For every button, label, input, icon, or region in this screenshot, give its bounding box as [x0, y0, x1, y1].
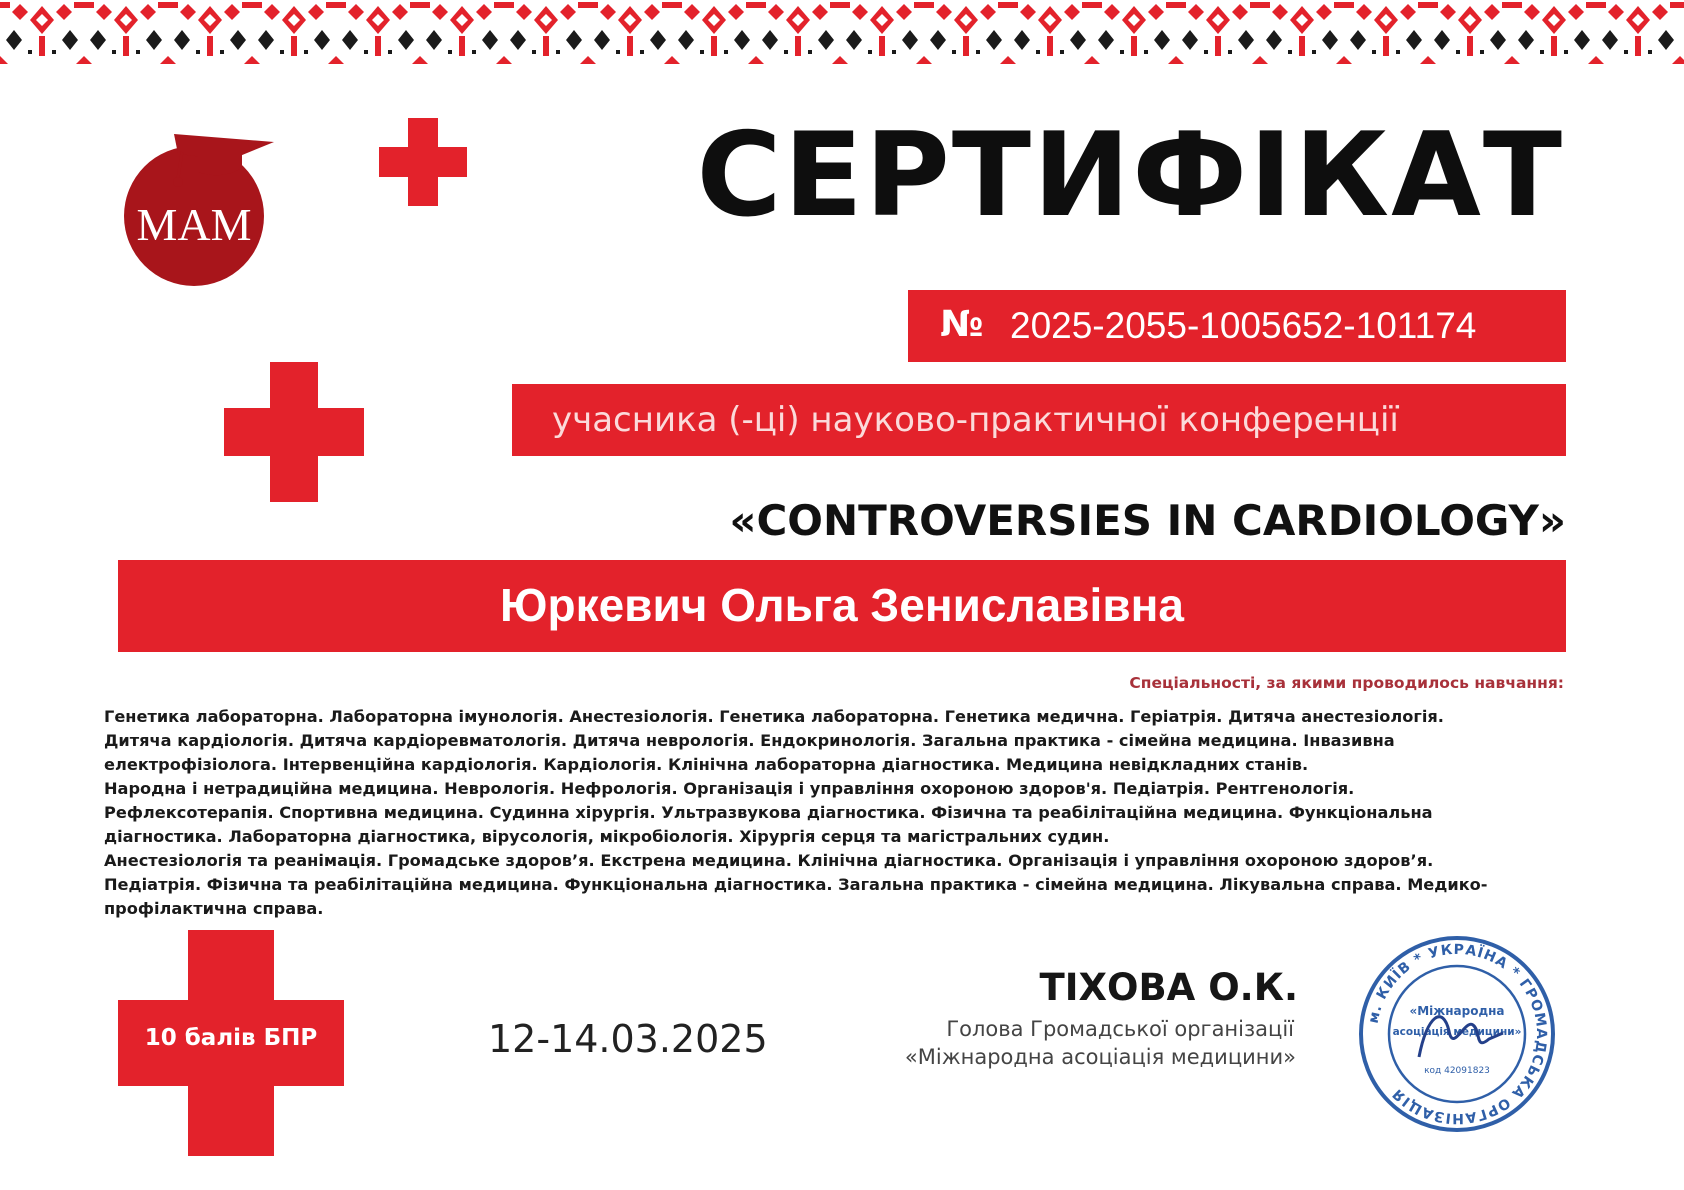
specialties-line: Рефлексотерапія. Спортивна медицина. Судинна хірургія. Ультразвукова діагностика. Фізична та реабілітаційна медицина. Функціональна [104, 803, 1433, 822]
conference-date: 12-14.03.2025 [488, 1017, 768, 1061]
ornament-border [0, 0, 1684, 64]
specialties-line: Анестезіологія та реанімація. Громадське здоров’я. Екстрена медицина. Клінічна діагностика. Організація і управління охороною здоров’я. [104, 851, 1434, 870]
specialties-line: Педіатрія. Фізична та реабілітаційна медицина. Функціональна діагностика. Загальна практика - сімейна медицина. Лікувальна справа. Медико- [104, 875, 1488, 894]
signer-role: Голова Громадської організації [946, 1017, 1294, 1041]
subtitle-bar [512, 384, 1566, 456]
specialties-line: діагностика. Лабораторна діагностика, вірусологія, мікробіологія. Хірургія серця та магістральних судин. [104, 827, 1110, 846]
specialties-line: електрофізіолога. Інтервенційна кардіологія. Кардіологія. Клінічна лабораторна діагностика. Медицина невідкладних станів. [104, 755, 1309, 774]
specialties-line: Генетика лабораторна. Лабораторна імунологія. Анестезіологія. Генетика лабораторна. Генетика медична. Геріатрія. Дитяча анестезіологія. [104, 707, 1444, 726]
number-symbol: № [940, 304, 984, 345]
certificate-number-bar [908, 290, 1566, 362]
conference-name: «CONTROVERSIES IN CARDIOLOGY» [729, 496, 1566, 545]
specialties-line: профілактична справа. [104, 899, 324, 918]
participant-name: Юркевич Ольга Зениславівна [500, 579, 1184, 631]
mam-logo [112, 118, 292, 288]
specialties-line: Народна і нетрадиційна медицина. Неврологія. Нефрологія. Організація і управління охороною здоров'я. Педіатрія. Рентгенологія. [104, 779, 1355, 798]
red-cross-icon [224, 362, 364, 502]
specialties-heading: Спеціальності, за якими проводилось навчання: [1129, 674, 1564, 692]
certificate-number: 2025-2055-1005652-101174 [1010, 305, 1477, 346]
specialties-list [104, 705, 1574, 921]
seal-outer-text: м. КИЇВ * УКРАЇНА * ГРОМАДСЬКА ОРГАНІЗАЦІЯ [1365, 941, 1550, 1127]
specialties-line: Дитяча кардіологія. Дитяча кардіоревматологія. Дитяча неврологія. Ендокринологія. Загальна практика - сімейна медицина. Інвазивна [104, 731, 1395, 750]
certificate-title: СЕРТИФІКАТ [696, 108, 1564, 243]
seal-inner-text: «Міжнародна [1409, 1004, 1505, 1018]
participant-bar [118, 560, 1566, 652]
red-cross-icon [379, 118, 467, 206]
logo-text: MAM [136, 199, 252, 250]
signer-organization: «Міжнародна асоціація медицини» [904, 1045, 1296, 1069]
certificate-subtitle: учасника (-ці) науково-практичної конференції [552, 400, 1399, 440]
seal-inner-text: асоціація медицини» [1392, 1026, 1522, 1038]
seal-stamp [1357, 935, 1557, 1133]
seal-code: код 42091823 [1424, 1066, 1490, 1076]
cpd-points-label: 10 балів БПР [144, 1025, 318, 1051]
signer-name: ТІХОВА О.К. [1039, 966, 1298, 1009]
